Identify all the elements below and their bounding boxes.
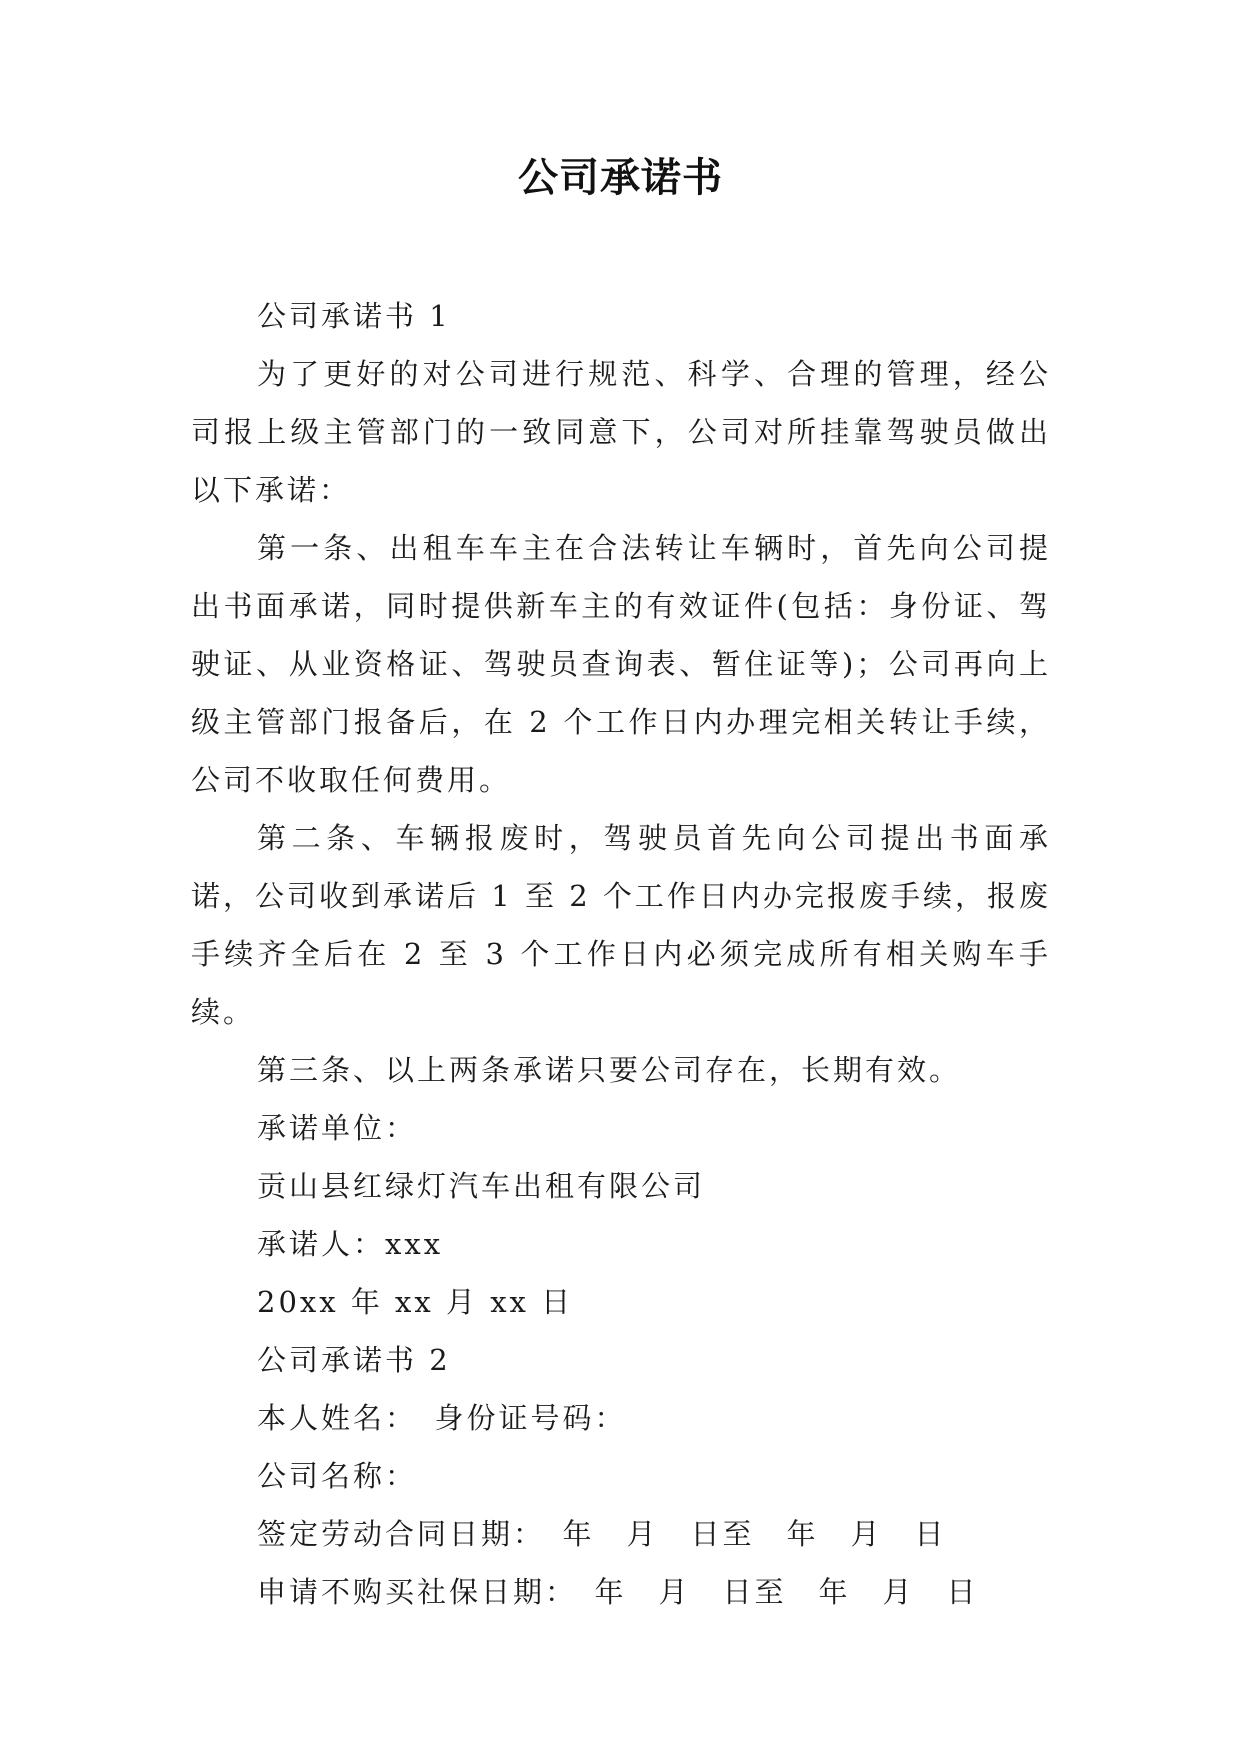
unit-label: 承诺单位： bbox=[257, 1111, 418, 1145]
section1-intro: 为了更好的对公司进行规范、科学、合理的管理，经公司报上级主管部门的一致同意下，公司对所挂靠驾驶员做出以下承诺： bbox=[191, 357, 1051, 507]
document-body bbox=[191, 287, 1051, 1621]
contract-date-field: 签定劳动合同日期： 年 月 日至 年 月 日 bbox=[257, 1517, 947, 1551]
name-id-field: 本人姓名： 身份证号码： bbox=[257, 1401, 627, 1435]
no-insurance-date-field: 申请不购买社保日期： 年 月 日至 年 月 日 bbox=[257, 1575, 979, 1609]
unit-name: 贡山县红绿灯汽车出租有限公司 bbox=[257, 1169, 706, 1203]
article-3: 第三条、以上两条承诺只要公司存在，长期有效。 bbox=[257, 1053, 962, 1087]
section2-heading: 公司承诺书 2 bbox=[257, 1343, 451, 1377]
promisor: 承诺人：xxx bbox=[257, 1227, 444, 1261]
signature-date: 20xx 年 xx 月 xx 日 bbox=[257, 1285, 574, 1319]
document-title: 公司承诺书 bbox=[518, 155, 723, 201]
article-2: 第二条、车辆报废时，驾驶员首先向公司提出书面承诺，公司收到承诺后 1 至 2 个工作日内办完报废手续，报废手续齐全后在 2 至 3 个工作日内必须完成所有相关购车手续。 bbox=[191, 821, 1051, 1029]
company-name-field: 公司名称： bbox=[257, 1459, 418, 1493]
section1-heading: 公司承诺书 1 bbox=[257, 299, 451, 333]
article-1: 第一条、出租车车主在合法转让车辆时，首先向公司提出书面承诺，同时提供新车主的有效证件(包括：身份证、驾驶证、从业资格证、驾驶员查询表、暂住证等)；公司再向上级主管部门报备后，在 2 个工作日内办理完相关转让手续，公司不收取任何费用。 bbox=[191, 531, 1051, 797]
